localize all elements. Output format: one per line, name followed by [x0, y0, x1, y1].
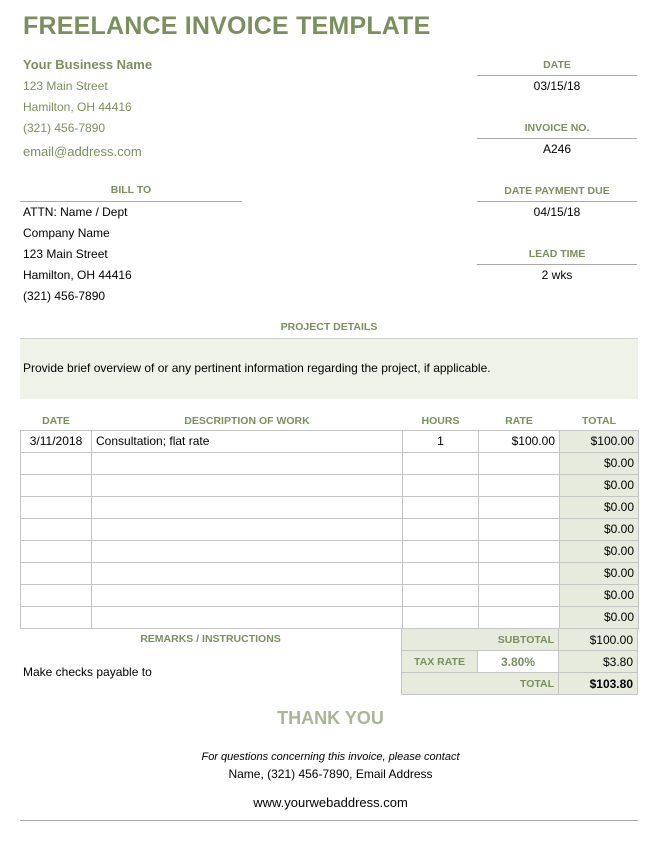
- subtotal-row: [402, 629, 638, 651]
- date-payment-due-value: 04/15/18: [533, 205, 581, 219]
- total-row: [402, 673, 638, 695]
- item-date-cell[interactable]: 3/11/2018: [21, 430, 92, 452]
- line-items-table: [20, 412, 639, 629]
- item-hours-cell[interactable]: [403, 606, 479, 628]
- item-total-cell[interactable]: $0.00: [560, 584, 639, 606]
- item-description-cell[interactable]: [92, 474, 403, 496]
- business-city: Hamilton, OH 44416: [23, 100, 132, 114]
- item-description-cell[interactable]: [92, 452, 403, 474]
- table-row: [21, 584, 639, 606]
- item-total-cell[interactable]: $0.00: [560, 496, 639, 518]
- table-row: [21, 474, 639, 496]
- item-rate-cell[interactable]: [479, 518, 560, 540]
- item-hours-cell[interactable]: [403, 540, 479, 562]
- item-total-cell[interactable]: $0.00: [560, 606, 639, 628]
- invoice-title: FREELANCE INVOICE TEMPLATE: [23, 12, 431, 40]
- subtotal-label: SUBTOTAL: [402, 629, 559, 651]
- header-rate: RATE: [505, 414, 533, 427]
- item-rate-cell[interactable]: [479, 562, 560, 584]
- total-label: TOTAL: [402, 673, 559, 695]
- item-hours-cell[interactable]: [403, 518, 479, 540]
- item-date-cell[interactable]: [21, 474, 92, 496]
- item-total-cell[interactable]: $0.00: [560, 518, 639, 540]
- header-total: TOTAL: [581, 414, 617, 427]
- table-row: [21, 430, 639, 452]
- bill-to-company: Company Name: [23, 226, 110, 240]
- table-row: [21, 540, 639, 562]
- date-payment-due-label: DATE PAYMENT DUE: [477, 185, 637, 202]
- invoice-number-label: INVOICE NO.: [477, 122, 637, 139]
- item-rate-cell[interactable]: [479, 496, 560, 518]
- line-items-body: [21, 430, 639, 628]
- item-total-cell[interactable]: $0.00: [560, 452, 639, 474]
- item-total-cell[interactable]: $0.00: [560, 474, 639, 496]
- item-date-cell[interactable]: [21, 584, 92, 606]
- item-description-cell[interactable]: [92, 584, 403, 606]
- item-rate-cell[interactable]: [479, 474, 560, 496]
- business-name: Your Business Name: [23, 57, 153, 72]
- bill-to-phone: (321) 456-7890: [23, 289, 106, 303]
- item-description-cell[interactable]: [92, 562, 403, 584]
- item-hours-cell[interactable]: 1: [403, 430, 479, 452]
- business-street: 123 Main Street: [23, 79, 108, 93]
- header-hours: HOURS: [421, 414, 460, 427]
- tax-rate-label: TAX RATE: [402, 651, 478, 673]
- bill-to-street: 123 Main Street: [23, 247, 108, 261]
- item-rate-cell[interactable]: $100.00: [479, 430, 560, 452]
- item-total-cell[interactable]: $0.00: [560, 562, 639, 584]
- total-value[interactable]: $103.80: [559, 673, 638, 695]
- bill-to-attn: ATTN: Name / Dept: [23, 205, 128, 219]
- bill-to-city: Hamilton, OH 44416: [23, 268, 132, 282]
- item-rate-cell[interactable]: [479, 452, 560, 474]
- item-hours-cell[interactable]: [403, 562, 479, 584]
- contact-line: Name, (321) 456-7890, Email Address: [228, 767, 433, 781]
- website-address: www.yourwebaddress.com: [253, 795, 408, 810]
- bottom-divider: [20, 820, 638, 821]
- tax-row: [402, 651, 638, 673]
- item-description-cell[interactable]: [92, 540, 403, 562]
- item-description-cell[interactable]: [92, 518, 403, 540]
- business-phone: (321) 456-7890: [23, 121, 106, 135]
- project-details-label: PROJECT DETAILS: [20, 321, 638, 339]
- bill-to-label: BILL TO: [20, 184, 242, 202]
- invoice-number-value: A246: [542, 142, 572, 156]
- table-row: [21, 562, 639, 584]
- line-items-header: [21, 412, 639, 430]
- table-row: [21, 496, 639, 518]
- remarks-text: Make checks payable to: [23, 665, 152, 679]
- date-label: DATE: [477, 59, 637, 76]
- thank-you-heading: THANK YOU: [277, 708, 384, 728]
- item-hours-cell[interactable]: [403, 452, 479, 474]
- lead-time-value: 2 wks: [541, 268, 573, 282]
- item-total-cell[interactable]: $0.00: [560, 540, 639, 562]
- subtotal-value[interactable]: $100.00: [559, 629, 638, 651]
- item-description-cell[interactable]: [92, 606, 403, 628]
- item-rate-cell[interactable]: [479, 606, 560, 628]
- table-row: [21, 452, 639, 474]
- project-details-text: Provide brief overview of or any pertinent information regarding the project, if applicable.: [23, 361, 491, 375]
- item-date-cell[interactable]: [21, 540, 92, 562]
- tax-amount-value[interactable]: $3.80: [559, 651, 638, 673]
- item-hours-cell[interactable]: [403, 474, 479, 496]
- header-date: DATE: [42, 414, 70, 427]
- item-rate-cell[interactable]: [479, 584, 560, 606]
- table-row: [21, 606, 639, 628]
- item-hours-cell[interactable]: [403, 496, 479, 518]
- item-description-cell[interactable]: Consultation; flat rate: [92, 430, 403, 452]
- item-date-cell[interactable]: [21, 606, 92, 628]
- item-date-cell[interactable]: [21, 452, 92, 474]
- business-email: email@address.com: [23, 144, 142, 159]
- item-description-cell[interactable]: [92, 496, 403, 518]
- header-description: DESCRIPTION OF WORK: [184, 414, 310, 427]
- item-rate-cell[interactable]: [479, 540, 560, 562]
- date-value: 03/15/18: [533, 79, 581, 93]
- summary-table: [401, 628, 638, 695]
- tax-rate-value[interactable]: 3.80%: [478, 651, 559, 673]
- item-hours-cell[interactable]: [403, 584, 479, 606]
- table-row: [21, 518, 639, 540]
- remarks-label: REMARKS / INSTRUCTIONS: [140, 633, 281, 645]
- item-date-cell[interactable]: [21, 496, 92, 518]
- item-date-cell[interactable]: [21, 562, 92, 584]
- item-date-cell[interactable]: [21, 518, 92, 540]
- item-total-cell[interactable]: $100.00: [560, 430, 639, 452]
- lead-time-label: LEAD TIME: [477, 248, 637, 265]
- contact-note: For questions concerning this invoice, please contact: [201, 751, 460, 763]
